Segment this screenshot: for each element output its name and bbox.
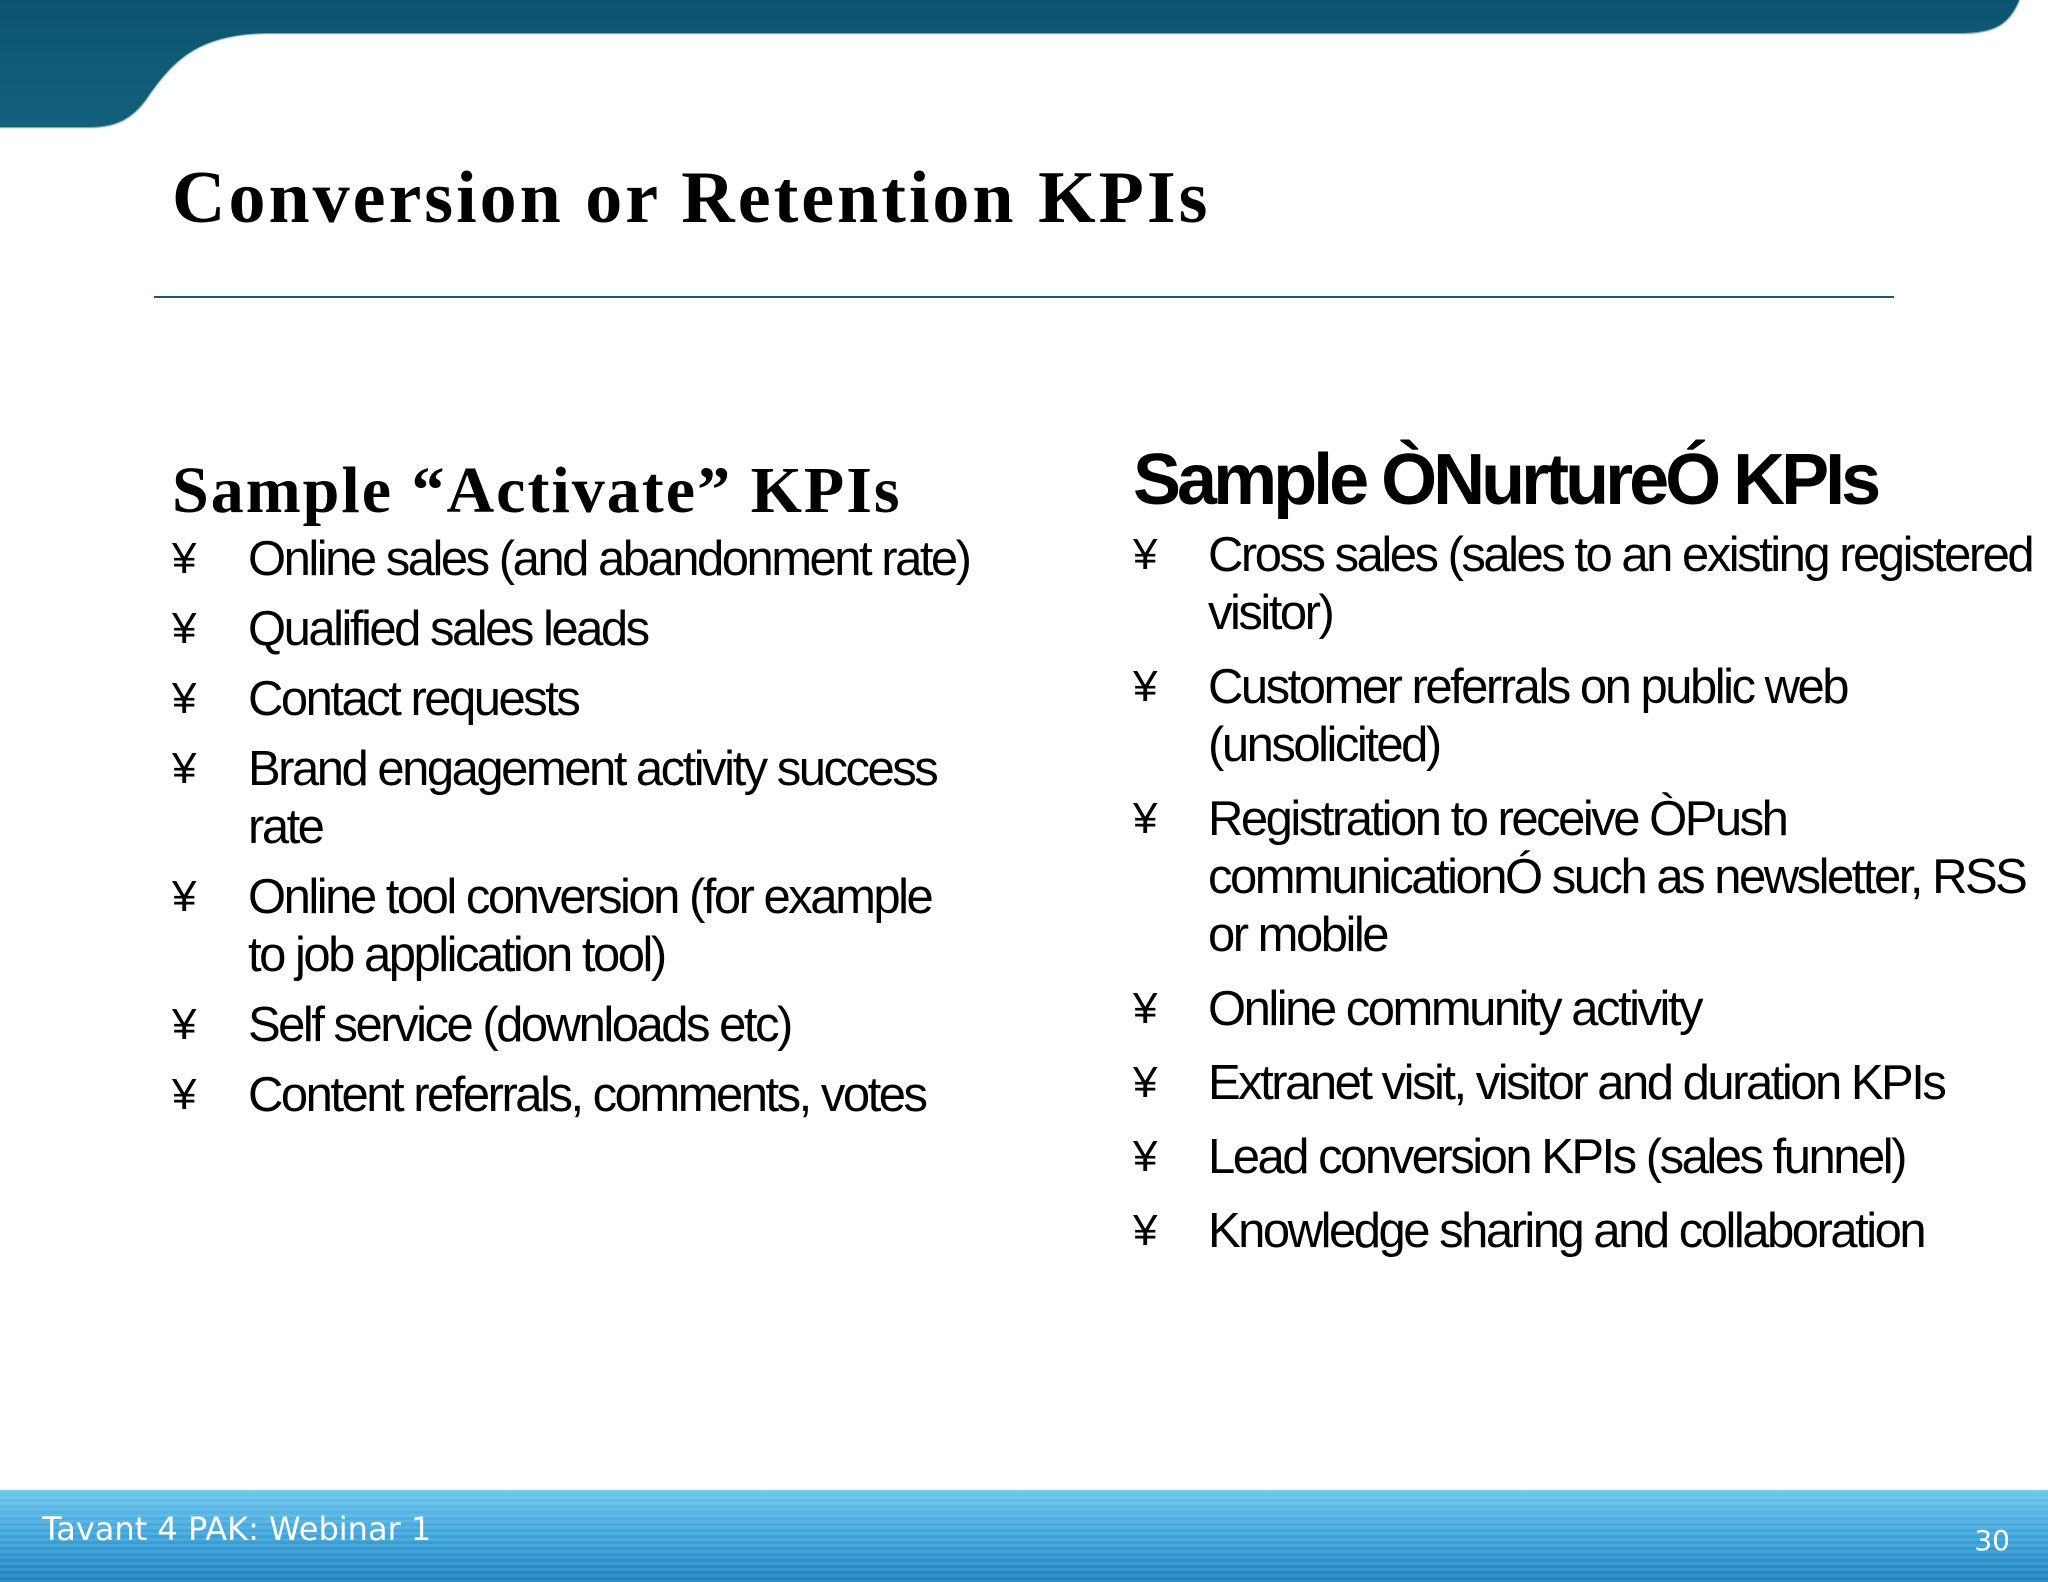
bullet-icon: ¥: [1133, 530, 1158, 579]
bullet-icon: ¥: [172, 674, 197, 723]
footer-title: Tavant 4 PAK: Webinar 1: [42, 1510, 432, 1548]
bullet-icon: ¥: [1133, 1132, 1158, 1181]
nurture-kpis-list: [1133, 526, 2033, 1260]
list-item: ¥ Customer referrals on public web (unsolicited): [1133, 660, 1847, 772]
bullet-icon: ¥: [1133, 794, 1158, 843]
bullet-icon: ¥: [172, 1070, 197, 1119]
list-item: ¥ Lead conversion KPIs (sales funnel): [1133, 1130, 1905, 1184]
bullet-icon: ¥: [172, 1000, 197, 1049]
list-item: ¥ Contact requests: [172, 672, 579, 726]
list-item: ¥ Online tool conversion (for example to job application tool): [172, 870, 932, 982]
bullet-icon: ¥: [1133, 1206, 1158, 1255]
list-item: ¥ Online sales (and abandonment rate): [172, 532, 970, 586]
nurture-kpis-column: [1133, 440, 2033, 1276]
list-item: ¥ Knowledge sharing and collaboration: [1133, 1204, 1925, 1258]
list-item: ¥ Cross sales (sales to an existing registered visitor): [1133, 528, 2033, 640]
list-item: ¥ Self service (downloads etc): [172, 998, 791, 1052]
bullet-icon: ¥: [1133, 662, 1158, 711]
activate-kpis-column: [172, 452, 972, 1136]
bullet-icon: ¥: [172, 604, 197, 653]
bullet-icon: ¥: [1133, 984, 1158, 1033]
page-number: 30: [1974, 1524, 2010, 1557]
nurture-kpis-heading: Sample ÒNurtureÓ KPIs: [1133, 440, 1878, 520]
bullet-icon: ¥: [172, 744, 197, 793]
list-item: ¥ Registration to receive ÒPush communicationÓ such as newsletter, RSS or mobile: [1133, 792, 2026, 962]
list-item: ¥ Qualified sales leads: [172, 602, 648, 656]
bullet-icon: ¥: [1133, 1058, 1158, 1107]
bullet-icon: ¥: [172, 534, 197, 583]
header-band: [0, 0, 2048, 175]
title-divider: [154, 296, 1894, 298]
list-item: ¥ Content referrals, comments, votes: [172, 1068, 926, 1122]
activate-kpis-list: [172, 530, 972, 1124]
list-item: ¥ Online community activity: [1133, 982, 1702, 1036]
list-item: ¥ Extranet visit, visitor and duration KPIs: [1133, 1056, 1945, 1110]
slide-title: Conversion or Retention KPIs: [172, 157, 1211, 239]
bullet-icon: ¥: [172, 872, 197, 921]
activate-kpis-heading: Sample “Activate” KPIs: [172, 454, 902, 527]
list-item: ¥ Brand engagement activity success rate: [172, 742, 937, 854]
